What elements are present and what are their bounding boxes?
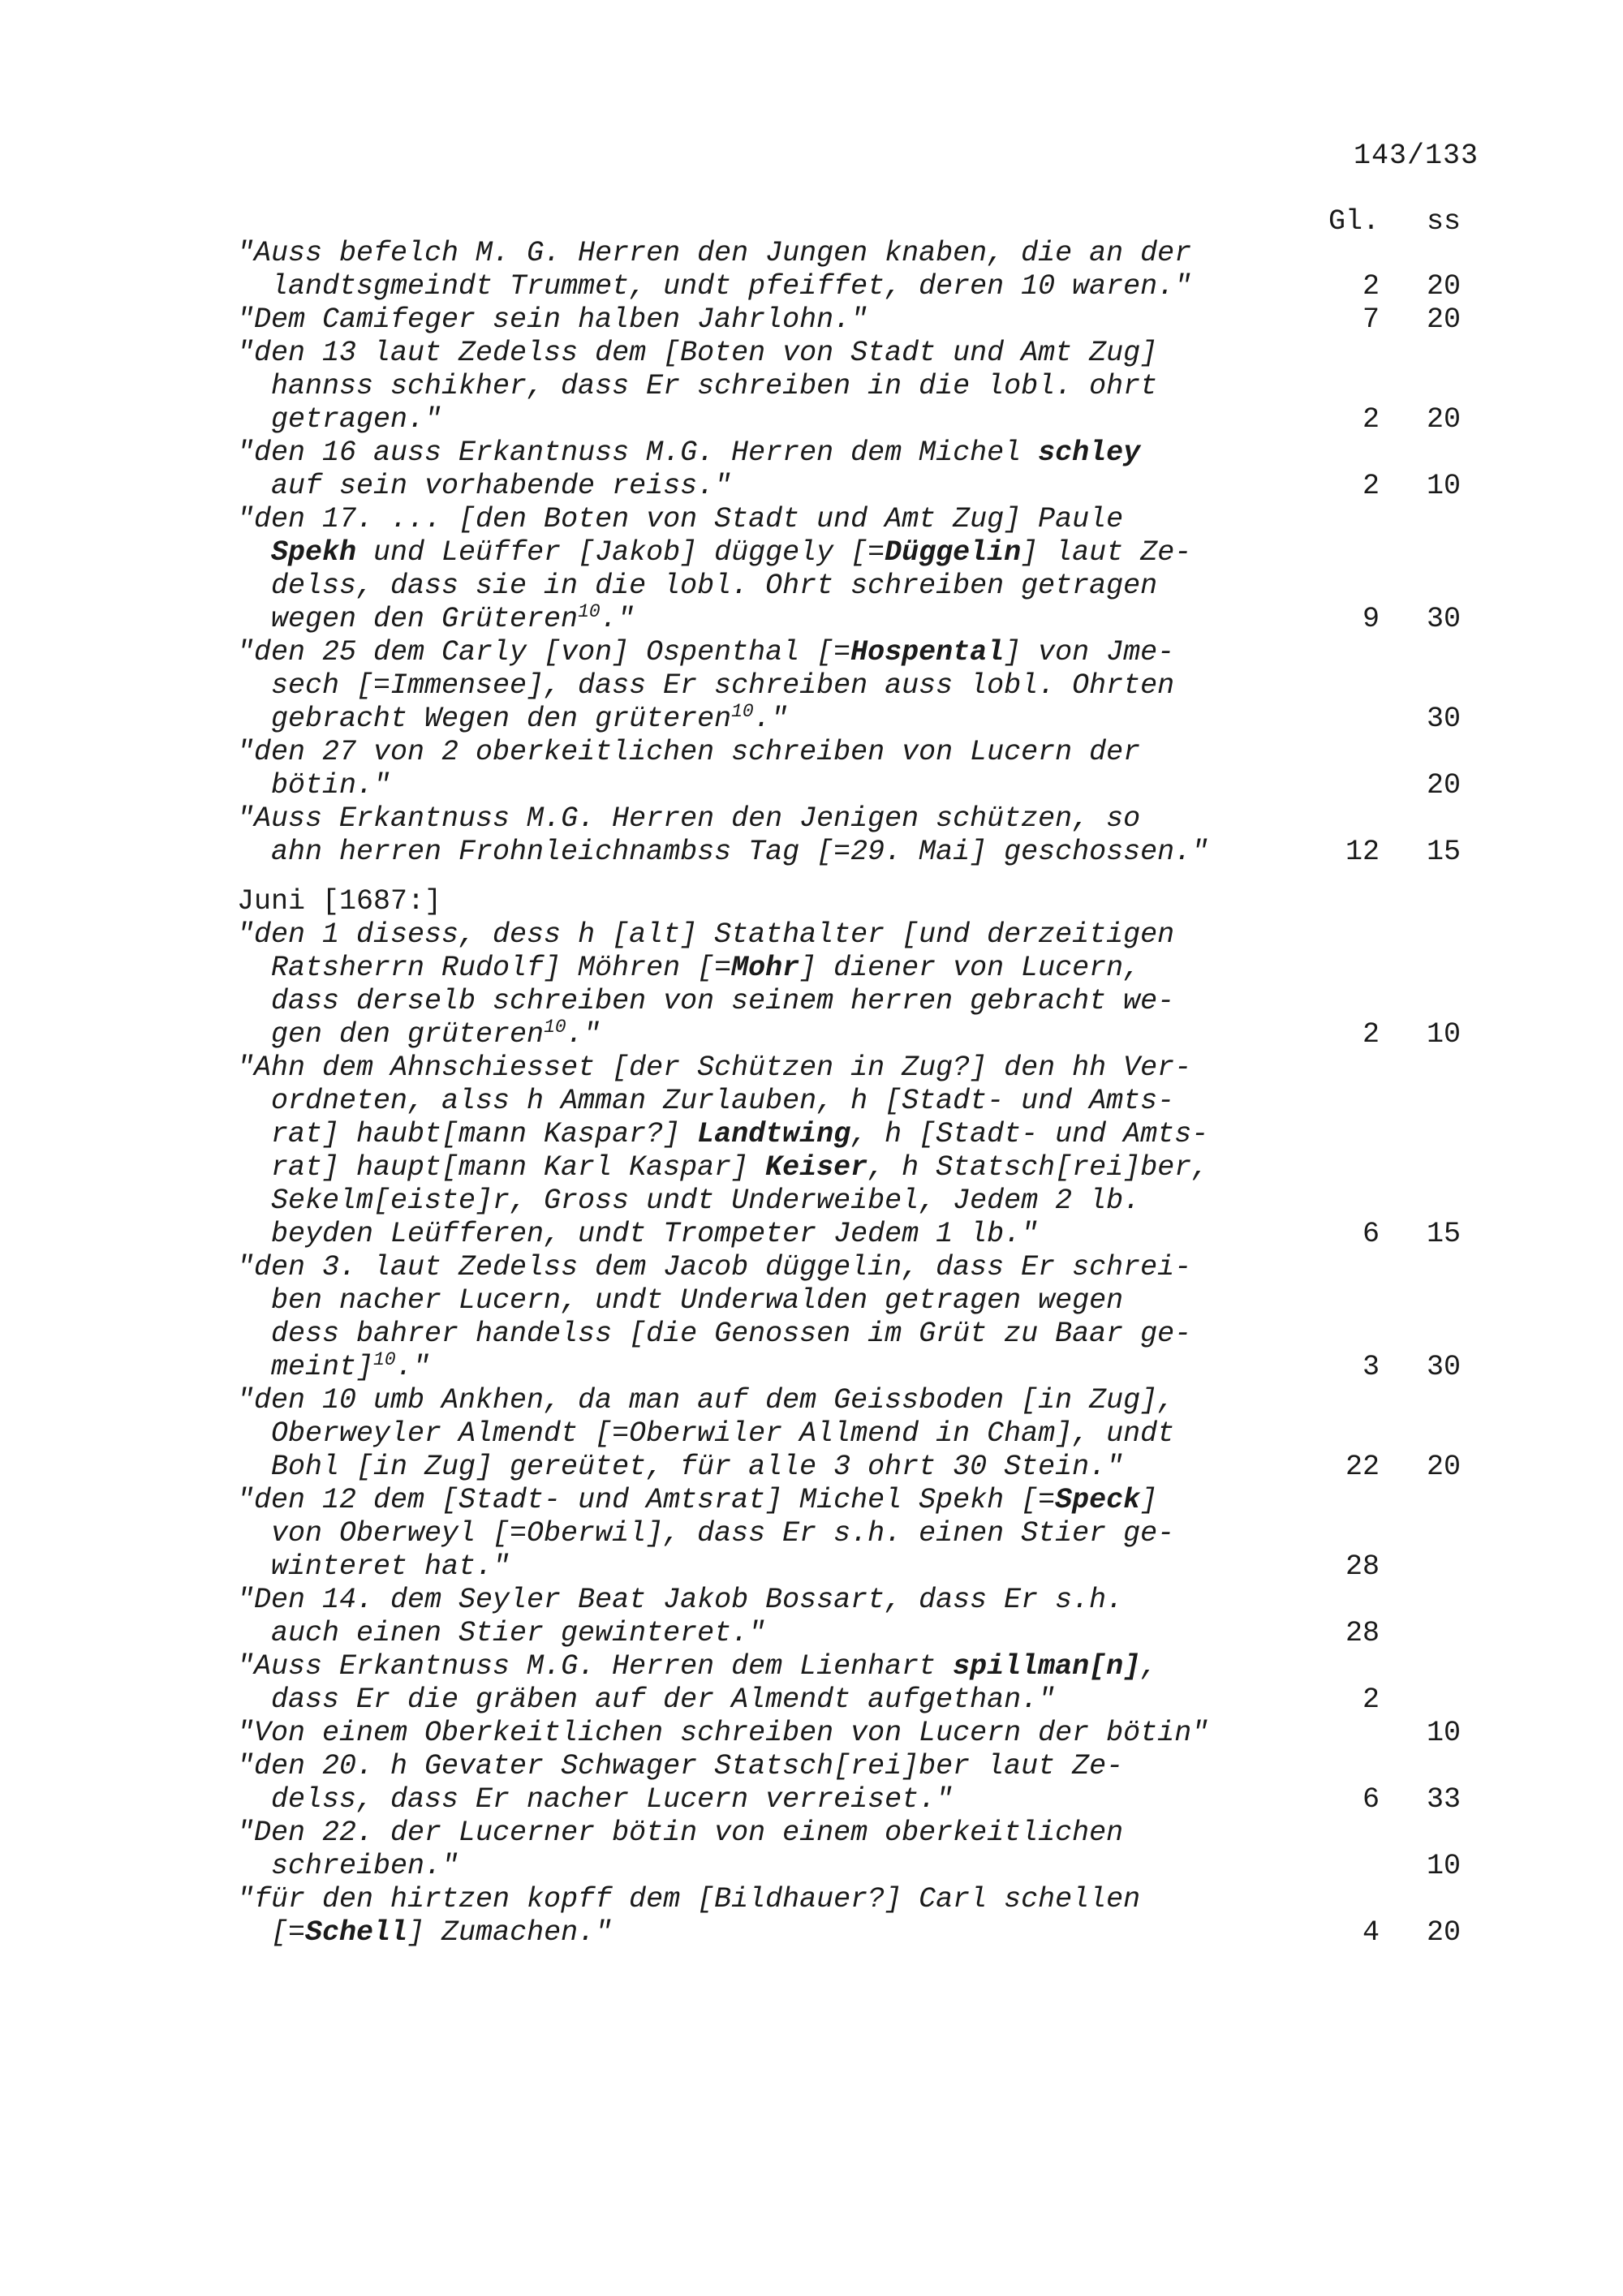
entry-text	[271, 836, 1208, 869]
amount-schilling: 10	[1426, 1717, 1461, 1749]
text-segment: gen den grüteren	[271, 1018, 545, 1051]
ledger-line	[0, 470, 1623, 503]
entry-text	[271, 669, 1174, 703]
text-segment: "Den 22. der Lucerner bötin von einem oberkeitlichen	[237, 1817, 1124, 1849]
footnote-marker: 10	[731, 701, 754, 722]
amount-schilling: 20	[1426, 303, 1461, 336]
ledger-line	[0, 1151, 1623, 1185]
text-segment: bötin."	[271, 769, 391, 802]
text-segment: "den 25 dem Carly [von] Ospenthal [=	[237, 636, 851, 669]
entry-text	[237, 337, 1157, 370]
text-segment: "Von einem Oberkeitlichen schreiben von Lucern der bötin"	[237, 1717, 1209, 1749]
footnote-marker: 10	[373, 1349, 396, 1370]
ledger-line	[0, 1550, 1623, 1584]
amount-gulden: 12	[1345, 836, 1380, 868]
entry-text	[237, 1251, 1191, 1284]
name-highlight: Speck	[1055, 1484, 1141, 1516]
text-segment: "den 13 laut Zedelss dem [Boten von Stadt und Amt Zug]	[237, 337, 1158, 369]
name-highlight: Schell	[305, 1916, 408, 1949]
entry-text	[237, 1584, 1123, 1617]
text-segment: ."	[566, 1018, 601, 1051]
text-segment: schreiben."	[271, 1850, 459, 1882]
ledger-line	[0, 1717, 1623, 1750]
amount-gulden: 2	[1362, 403, 1380, 436]
text-segment: , h [Stadt- und Amts-	[850, 1118, 1209, 1150]
entry-text	[271, 769, 390, 802]
entry-text	[237, 802, 1140, 836]
ledger-line	[0, 1750, 1623, 1783]
text-segment: ahn herren Frohnleichnambss Tag [=29. Mai] geschossen."	[271, 836, 1209, 868]
ledger-line	[0, 1817, 1623, 1850]
text-segment: Juni [1687:]	[237, 885, 442, 918]
amount-schilling: 30	[1426, 1351, 1461, 1383]
ledger-line	[0, 1650, 1623, 1683]
ledger-line	[0, 1916, 1623, 1950]
text-segment: ] diener von Lucern,	[799, 952, 1141, 984]
name-highlight: Keiser	[765, 1151, 868, 1184]
text-segment: wegen den Grüteren	[271, 603, 579, 635]
entry-text	[237, 503, 1123, 536]
amount-schilling: 10	[1426, 470, 1461, 502]
ledger-line	[0, 1218, 1623, 1251]
text-segment: "Ahn dem Ahnschiesset [der Schützen in Zug?] den hh Ver-	[237, 1051, 1192, 1084]
footnote-marker: 10	[578, 601, 601, 622]
ledger-line	[0, 370, 1623, 403]
amount-schilling: 20	[1426, 769, 1461, 802]
entry-text	[271, 270, 1191, 303]
ledger-line	[0, 1451, 1623, 1484]
page-number: 143/133	[1353, 140, 1479, 172]
ledger-line	[0, 536, 1623, 570]
text-segment: "Auss Erkantnuss M.G. Herren den Jenigen schützen, so	[237, 802, 1141, 835]
name-highlight: Düggelin	[885, 536, 1022, 569]
text-segment: getragen."	[271, 403, 442, 436]
entry-text	[271, 1850, 458, 1883]
ledger-line	[0, 270, 1623, 303]
entry-text	[271, 1916, 612, 1950]
month-heading	[0, 885, 1623, 918]
ledger-line	[0, 769, 1623, 802]
ledger-line	[0, 237, 1623, 270]
text-segment: "Den 14. dem Seyler Beat Jakob Bossart, dass Er s.h.	[237, 1584, 1124, 1616]
entry-text	[237, 1051, 1191, 1085]
amount-gulden: 4	[1362, 1916, 1380, 1949]
entry-text	[271, 603, 635, 636]
ledger-line	[0, 802, 1623, 836]
amount-gulden: 2	[1362, 270, 1380, 303]
text-segment: "den 3. laut Zedelss dem Jacob düggelin, dass Er schrei-	[237, 1251, 1192, 1283]
text-segment: delss, dass Er nacher Lucern verreiset."	[271, 1783, 954, 1816]
entry-text	[237, 1750, 1123, 1783]
text-segment: Oberweyler Almendt [=Oberwiler Allmend in Cham], undt	[271, 1417, 1175, 1450]
text-segment: ordneten, alss h Amman Zurlauben, h [Stadt- und Amts-	[271, 1085, 1175, 1117]
entry-text	[237, 636, 1174, 669]
entry-text	[271, 470, 731, 503]
name-highlight: Landtwing	[697, 1118, 851, 1150]
ledger-line	[0, 1517, 1623, 1550]
entry-text	[271, 1783, 953, 1817]
entry-text	[237, 303, 867, 337]
text-segment: "den 27 von 2 oberkeitlichen schreiben von Lucern der	[237, 736, 1141, 768]
month-heading-text	[237, 885, 441, 918]
column-header-schilling: ss	[1426, 205, 1461, 238]
text-segment: Bohl [in Zug] gereütet, für alle 3 ohrt 30 Stein."	[271, 1451, 1124, 1483]
text-segment: rat] haupt[mann Karl Kaspar]	[271, 1151, 766, 1184]
amount-schilling: 20	[1426, 403, 1461, 436]
ledger-line	[0, 1584, 1623, 1617]
amount-schilling: 10	[1426, 1850, 1461, 1882]
entry-text	[237, 1384, 1174, 1417]
text-segment: Sekelm[eiste]r, Gross undt Underweibel, Jedem 2 lb.	[271, 1185, 1141, 1217]
text-segment: dass derselb schreiben von seinem herren gebracht we-	[271, 985, 1175, 1017]
entry-text	[271, 1318, 1191, 1351]
text-segment: ben nacher Lucern, undt Underwalden getragen wegen	[271, 1284, 1124, 1317]
entry-text	[271, 1218, 1038, 1251]
ledger-line	[0, 1185, 1623, 1218]
amount-schilling: 33	[1426, 1783, 1461, 1816]
entry-text	[271, 1517, 1174, 1550]
ledger-line	[0, 669, 1623, 703]
ledger-line	[0, 403, 1623, 436]
text-segment: ."	[753, 703, 788, 735]
text-segment: ]	[1140, 1484, 1158, 1516]
text-segment: landtsgmeindt Trummet, undt pfeiffet, deren 10 waren."	[271, 270, 1192, 303]
entry-text	[237, 1883, 1140, 1916]
text-segment: "für den hirtzen kopff dem [Bildhauer?] Carl schellen	[237, 1883, 1141, 1915]
text-segment: ."	[600, 603, 635, 635]
amount-gulden: 7	[1362, 303, 1380, 336]
name-highlight: spillman[n]	[953, 1650, 1141, 1683]
text-segment: "Auss befelch M. G. Herren den Jungen knaben, die an der	[237, 237, 1192, 269]
entry-text	[237, 436, 1140, 470]
text-segment: "den 16 auss Erkantnuss M.G. Herren dem Michel	[237, 436, 1039, 469]
amount-gulden: 6	[1362, 1783, 1380, 1816]
entry-text	[271, 1284, 1123, 1318]
text-segment: hannss schikher, dass Er schreiben in die lobl. ohrt	[271, 370, 1158, 402]
text-segment: ."	[395, 1351, 430, 1383]
footnote-marker: 10	[544, 1017, 566, 1038]
amount-schilling: 20	[1426, 1451, 1461, 1483]
text-segment: meint]	[271, 1351, 374, 1383]
ledger-line	[0, 1085, 1623, 1118]
entry-text	[271, 1085, 1174, 1118]
amount-schilling: 20	[1426, 270, 1461, 303]
ledger-line	[0, 503, 1623, 536]
ledger-line	[0, 1018, 1623, 1051]
entry-text	[237, 237, 1191, 270]
ledger-line	[0, 703, 1623, 736]
amount-gulden: 28	[1345, 1617, 1380, 1649]
entry-text	[271, 1151, 1208, 1185]
name-highlight: schley	[1038, 436, 1141, 469]
text-segment: "den 1 disess, dess h [alt] Stathalter [und derzeitigen	[237, 918, 1175, 951]
text-segment: Ratsherrn Rudolf] Möhren [=	[271, 952, 732, 984]
amount-schilling: 20	[1426, 1916, 1461, 1949]
entry-text	[271, 985, 1174, 1018]
entry-text	[271, 1185, 1140, 1218]
ledger-line	[0, 1051, 1623, 1085]
entry-text	[271, 703, 788, 736]
ledger-line	[0, 1850, 1623, 1883]
entry-text	[271, 1351, 430, 1384]
amount-gulden: 2	[1362, 1018, 1380, 1051]
amount-gulden: 2	[1362, 1683, 1380, 1716]
entry-text	[271, 1118, 1208, 1151]
entry-text	[271, 570, 1157, 603]
text-segment: delss, dass sie in die lobl. Ohrt schreiben getragen	[271, 570, 1158, 602]
text-segment: "Auss Erkantnuss M.G. Herren dem Lienhart	[237, 1650, 954, 1683]
text-segment: ] Zumachen."	[407, 1916, 613, 1949]
entry-text	[237, 1717, 1208, 1750]
entry-text	[237, 736, 1140, 769]
amount-gulden: 2	[1362, 470, 1380, 502]
text-segment: "den 20. h Gevater Schwager Statsch[rei]ber laut Ze-	[237, 1750, 1124, 1782]
text-segment: "den 10 umb Ankhen, da man auf dem Geissboden [in Zug],	[237, 1384, 1175, 1417]
text-segment: dess bahrer handelss [die Genossen im Grüt zu Baar ge-	[271, 1318, 1192, 1350]
text-segment: winteret hat."	[271, 1550, 510, 1583]
text-segment: beyden Leüfferen, undt Trompeter Jedem 1 lb."	[271, 1218, 1039, 1250]
text-segment: "den 12 dem [Stadt- und Amtsrat] Michel Spekh [=	[237, 1484, 1056, 1516]
text-segment: auf sein vorhabende reiss."	[271, 470, 732, 502]
ledger-line	[0, 1783, 1623, 1817]
text-segment: "Dem Camifeger sein halben Jahrlohn."	[237, 303, 868, 336]
amount-schilling: 15	[1426, 1218, 1461, 1250]
text-segment: auch einen Stier gewinteret."	[271, 1617, 766, 1649]
ledger-line	[0, 736, 1623, 769]
text-segment: ] von Jme-	[1004, 636, 1175, 669]
ledger-line	[0, 1251, 1623, 1284]
ledger-line	[0, 1883, 1623, 1916]
ledger-line	[0, 636, 1623, 669]
ledger-line	[0, 1484, 1623, 1517]
ledger-line	[0, 1118, 1623, 1151]
entry-text	[271, 1417, 1174, 1451]
ledger-line	[0, 1683, 1623, 1717]
entry-text	[271, 1550, 510, 1584]
ledger-line	[0, 1351, 1623, 1384]
text-segment: dass Er die gräben auf der Almendt aufgethan."	[271, 1683, 1056, 1716]
entry-text	[271, 403, 441, 436]
ledger-line	[0, 1417, 1623, 1451]
entry-text	[271, 1617, 765, 1650]
text-segment: von Oberweyl [=Oberwil], dass Er s.h. einen Stier ge-	[271, 1517, 1175, 1550]
ledger-line	[0, 985, 1623, 1018]
amount-gulden: 22	[1345, 1451, 1380, 1483]
entry-text	[237, 1484, 1157, 1517]
ledger-line	[0, 1617, 1623, 1650]
text-segment: ,	[1140, 1650, 1158, 1683]
amount-gulden: 6	[1362, 1218, 1380, 1250]
amount-gulden: 9	[1362, 603, 1380, 635]
text-segment: ] laut Ze-	[1021, 536, 1192, 569]
entry-text	[271, 370, 1157, 403]
entry-text	[271, 536, 1191, 570]
ledger-line	[0, 952, 1623, 985]
amount-schilling: 15	[1426, 836, 1461, 868]
amount-schilling: 30	[1426, 603, 1461, 635]
entry-text	[271, 1451, 1123, 1484]
ledger-line	[0, 603, 1623, 636]
entry-text	[271, 952, 1140, 985]
ledger-line	[0, 918, 1623, 952]
ledger-line	[0, 570, 1623, 603]
ledger-line	[0, 1284, 1623, 1318]
amount-schilling: 10	[1426, 1018, 1461, 1051]
entry-text	[237, 1817, 1123, 1850]
text-segment: [=	[271, 1916, 306, 1949]
text-segment: gebracht Wegen den grüteren	[271, 703, 732, 735]
text-segment: rat] haubt[mann Kaspar?]	[271, 1118, 698, 1150]
text-segment: , h Statsch[rei]ber,	[867, 1151, 1209, 1184]
entry-text	[271, 1683, 1055, 1717]
name-highlight: Spekh	[271, 536, 357, 569]
ledger-line	[0, 337, 1623, 370]
name-highlight: Hospental	[850, 636, 1005, 669]
entry-text	[237, 1650, 1157, 1683]
amount-schilling: 30	[1426, 703, 1461, 735]
ledger-line	[0, 836, 1623, 869]
ledger-line	[0, 1384, 1623, 1417]
entry-text	[237, 918, 1174, 952]
amount-gulden: 3	[1362, 1351, 1380, 1383]
entry-text	[271, 1018, 601, 1051]
amount-gulden: 28	[1345, 1550, 1380, 1583]
text-segment: sech [=Immensee], dass Er schreiben auss lobl. Ohrten	[271, 669, 1175, 702]
text-segment: und Leüffer [Jakob] düggely [=	[356, 536, 885, 569]
ledger-line	[0, 1318, 1623, 1351]
ledger-line	[0, 303, 1623, 337]
column-header-gulden: Gl.	[1328, 205, 1380, 238]
text-segment: "den 17. ... [den Boten von Stadt und Amt Zug] Paule	[237, 503, 1124, 535]
name-highlight: Mohr	[731, 952, 800, 984]
ledger-entries	[0, 237, 1623, 1950]
ledger-line	[0, 436, 1623, 470]
